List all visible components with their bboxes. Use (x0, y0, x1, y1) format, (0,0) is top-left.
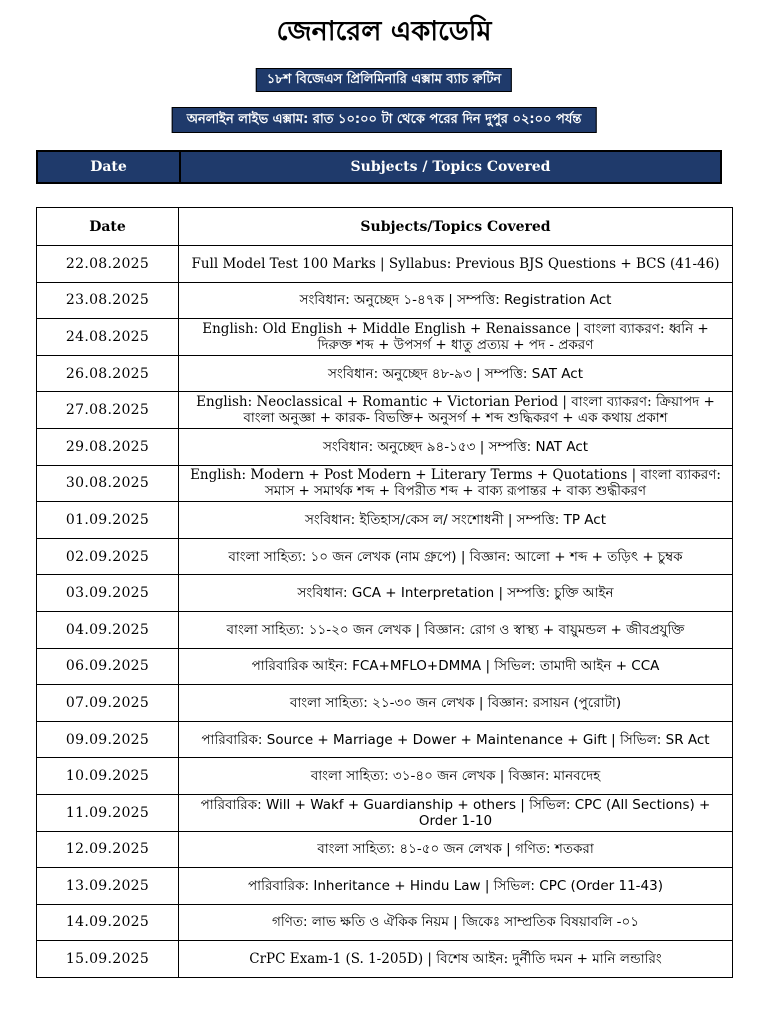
topic-cell: CrPC Exam-1 (S. 1-205D) | বিশেষ আইন: দুর্নীতি দমন + মানি লন্ডারিং (179, 941, 733, 978)
topic-cell: পারিবারিক: Inheritance + Hindu Law | সিভিল: CPC (Order 11-43) (179, 868, 733, 905)
date-cell: 24.08.2025 (37, 319, 179, 356)
date-cell: 09.09.2025 (37, 721, 179, 758)
date-cell: 30.08.2025 (37, 465, 179, 502)
table-row (37, 246, 733, 283)
table-row (37, 575, 733, 612)
table-header-row (37, 208, 733, 246)
table-row (37, 538, 733, 575)
header-bar-subjects: Subjects / Topics Covered (350, 159, 551, 175)
topic-cell: সংবিধান: অনুচ্ছেদ ৯৪-১৫৩ | সম্পত্তি: NAT Act (179, 428, 733, 465)
topic-cell: বাংলা সাহিত্য: ৩১-৪০ জন লেখক | বিজ্ঞান: মানবদেহ (179, 758, 733, 795)
date-cell: 06.09.2025 (37, 648, 179, 685)
topic-cell: পারিবারিক: Source + Marriage + Dower + Maintenance + Gift | সিভিল: SR Act (179, 721, 733, 758)
table-body (37, 246, 733, 978)
table-row (37, 868, 733, 905)
topic-cell: পারিবারিক আইন: FCA+MFLO+DMMA | সিভিল: তামাদী আইন + CCA (179, 648, 733, 685)
header-bar (36, 150, 722, 184)
topic-cell: সংবিধান: ইতিহাস/কেস ল/ সংশোধনী | সম্পত্তি: TP Act (179, 502, 733, 539)
table-row (37, 611, 733, 648)
page-title: জেনারেল একাডেমি (276, 16, 492, 47)
topic-cell: সংবিধান: অনুচ্ছেদ ১-৪৭ক | সম্পত্তি: Registration Act (179, 282, 733, 319)
topic-cell: English: Neoclassical + Romantic + Victorian Period | বাংলা ব্যাকরণ: ক্রিয়াপদ + বাংলা অনুজ্ঞা + কারক- বিভক্তি+ অনুসর্গ + শব্দ শুদ্ধিকরণ + এক কথায় প্রকাশ (179, 392, 733, 429)
date-cell: 13.09.2025 (37, 868, 179, 905)
date-cell: 02.09.2025 (37, 538, 179, 575)
date-cell: 26.08.2025 (37, 355, 179, 392)
topic-cell: English: Modern + Post Modern + Literary Terms + Quotations | বাংলা ব্যাকরণ: সমাস + সমার্থক শব্দ + বিপরীত শব্দ + বাক্য রূপান্তর + বাক্য শুদ্ধীকরণ (179, 465, 733, 502)
date-cell: 12.09.2025 (37, 831, 179, 868)
topic-cell: বাংলা সাহিত্য: ১০ জন লেখক (নাম গ্রুপে) | বিজ্ঞান: আলো + শব্দ + তড়িৎ + চুম্বক (179, 538, 733, 575)
date-cell: 14.09.2025 (37, 904, 179, 941)
table-row (37, 831, 733, 868)
topic-cell: বাংলা সাহিত্য: ৪১-৫০ জন লেখক | গণিত: শতকরা (179, 831, 733, 868)
topic-cell: English: Old English + Middle English + Renaissance | বাংলা ব্যাকরণ: ধ্বনি + দিরুক্ত শব্দ + উপসর্গ + ধাতু প্রত্যয় + পদ - প্রকরণ (179, 319, 733, 356)
date-cell: 01.09.2025 (37, 502, 179, 539)
topic-cell: বাংলা সাহিত্য: ২১-৩০ জন লেখক | বিজ্ঞান: রসায়ন (পুরোটা) (179, 685, 733, 722)
topic-cell: গণিত: লাভ ক্ষতি ও ঐকিক নিয়ম | জিকেঃ সাম্প্রতিক বিষয়াবলি -০১ (179, 904, 733, 941)
table-row (37, 904, 733, 941)
table-row (37, 355, 733, 392)
date-cell: 04.09.2025 (37, 611, 179, 648)
table-row (37, 685, 733, 722)
table-row (37, 282, 733, 319)
schedule-banner: অনলাইন লাইভ এক্সাম: রাত ১০:০০ টা থেকে পরের দিন দুপুর ০২:০০ পর্যন্ত (172, 107, 597, 133)
topic-cell: সংবিধান: অনুচ্ছেদ ৪৮-৯৩ | সম্পত্তি: SAT Act (179, 355, 733, 392)
topic-cell: Full Model Test 100 Marks | Syllabus: Previous BJS Questions + BCS (41-46) (179, 246, 733, 283)
date-cell: 03.09.2025 (37, 575, 179, 612)
table-row (37, 721, 733, 758)
table-row (37, 502, 733, 539)
date-cell: 22.08.2025 (37, 246, 179, 283)
column-header-topics: Subjects/Topics Covered (179, 208, 733, 246)
table-row (37, 392, 733, 429)
date-cell: 23.08.2025 (37, 282, 179, 319)
table-row (37, 319, 733, 356)
date-cell: 27.08.2025 (37, 392, 179, 429)
date-cell: 10.09.2025 (37, 758, 179, 795)
batch-banner: ১৮শ বিজেএস প্রিলিমিনারি এক্সাম ব্যাচ রুটিন (256, 68, 512, 92)
column-header-date: Date (37, 208, 179, 246)
table-row (37, 648, 733, 685)
topic-cell: বাংলা সাহিত্য: ১১-২০ জন লেখক | বিজ্ঞান: রোগ ও স্বাস্থ্য + বায়ুমন্ডল + জীবপ্রযুক্তি (179, 611, 733, 648)
table-row (37, 941, 733, 978)
table-row (37, 758, 733, 795)
table-row (37, 794, 733, 831)
routine-table (36, 207, 733, 978)
date-cell: 07.09.2025 (37, 685, 179, 722)
topic-cell: সংবিধান: GCA + Interpretation | সম্পত্তি: চুক্তি আইন (179, 575, 733, 612)
date-cell: 29.08.2025 (37, 428, 179, 465)
date-cell: 15.09.2025 (37, 941, 179, 978)
table-row (37, 428, 733, 465)
topic-cell: পারিবারিক: Will + Wakf + Guardianship + others | সিভিল: CPC (All Sections) + Order 1-10 (179, 794, 733, 831)
table-row (37, 465, 733, 502)
date-cell: 11.09.2025 (37, 794, 179, 831)
header-bar-date: Date (38, 152, 181, 182)
